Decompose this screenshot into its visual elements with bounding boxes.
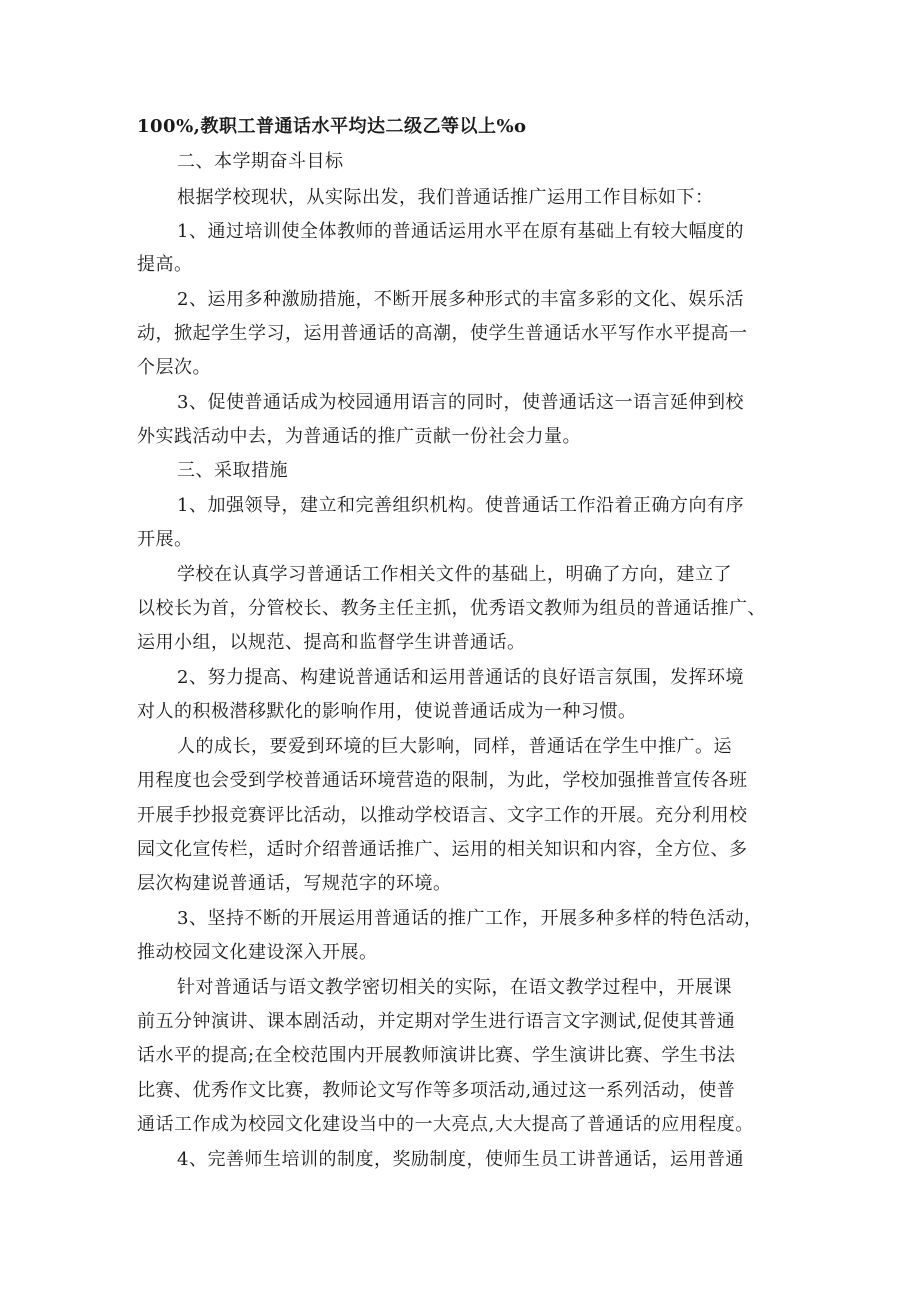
text-line-21: 开展手抄报竞赛评比活动，以推动学校语言、文字工作的开展。充分利用校 [137, 805, 748, 826]
text-line-15: 以校长为首，分管校长、教务主任主抓，优秀语文教师为组员的普通话推广、 [137, 598, 766, 619]
text-line-17: 2、努力提高、构建说普通话和运用普通话的良好语言氛围，发挥环境 [177, 667, 744, 688]
text-line-31: 4、完善师生培训的制度，奖励制度，使师生员工讲普通话，运用普通 [177, 1149, 744, 1170]
text-line-13: 开展。 [137, 529, 193, 550]
text-line-28: 话水平的提高;在全校范围内开展教师演讲比赛、学生演讲比赛、学生书法 [137, 1045, 736, 1066]
text-line-1: 100%,教职工普通话水平均达二级乙等以上%o [137, 116, 527, 137]
text-line-25: 推动校园文化建设深入开展。 [137, 942, 378, 963]
text-line-3: 根据学校现状，从实际出发，我们普通话推广运用工作目标如下： [177, 187, 714, 208]
text-line-5: 提高。 [137, 254, 193, 275]
text-line-27: 前五分钟演讲、课本剧活动，并定期对学生进行语言文字测试,促使其普通 [137, 1011, 736, 1032]
text-line-22: 园文化宣传栏，适时介绍普通话推广、运用的相关知识和内容，全方位、多 [137, 839, 748, 860]
text-line-8: 个层次。 [137, 357, 211, 378]
text-line-4: 1、通过培训使全体教师的普通话运用水平在原有基础上有较大幅度的 [177, 221, 744, 242]
text-line-14: 学校在认真学习普通话工作相关文件的基础上，明确了方向，建立了 [177, 564, 732, 585]
text-line-23: 层次构建说普通话，写规范字的环境。 [137, 873, 452, 894]
text-line-9: 3、促使普通话成为校园通用语言的同时，使普通话这一语言延伸到校 [177, 392, 744, 413]
text-line-6: 2、运用多种激励措施，不断开展多种形式的丰富多彩的文化、娱乐活 [177, 289, 744, 310]
text-line-24: 3、坚持不断的开展运用普通话的推广工作，开展多种多样的特色活动， [177, 908, 763, 929]
section-heading-3: 三、采取措施 [177, 460, 288, 481]
text-line-26: 针对普通话与语文教学密切相关的实际，在语文教学过程中，开展课 [177, 977, 732, 998]
text-line-16: 运用小组，以规范、提高和监督学生讲普通话。 [137, 632, 526, 653]
text-line-18: 对人的积极潜移默化的影响作用，使说普通话成为一种习惯。 [137, 701, 637, 722]
text-line-12: 1、加强领导，建立和完善组织机构。使普通话工作沿着正确方向有序 [177, 495, 744, 516]
text-line-29: 比赛、优秀作文比赛，教师论文写作等多项活动,通过这一系列活动，使普 [137, 1080, 736, 1101]
text-line-7: 动，掀起学生学习，运用普通话的高潮，使学生普通话水平写作水平提高一 [137, 323, 748, 344]
text-line-10: 外实践活动中去，为普通话的推广贡献一份社会力量。 [137, 426, 581, 447]
section-heading-2: 二、本学期奋斗目标 [177, 151, 344, 172]
text-line-30: 通话工作成为校园文化建设当中的一大亮点,大大提高了普通话的应用程度。 [137, 1114, 754, 1135]
text-line-19: 人的成长，要爱到环境的巨大影响，同样，普通话在学生中推广。运 [177, 736, 732, 757]
text-line-20: 用程度也会受到学校普通话环境营造的限制，为此，学校加强推普宣传各班 [137, 770, 748, 791]
